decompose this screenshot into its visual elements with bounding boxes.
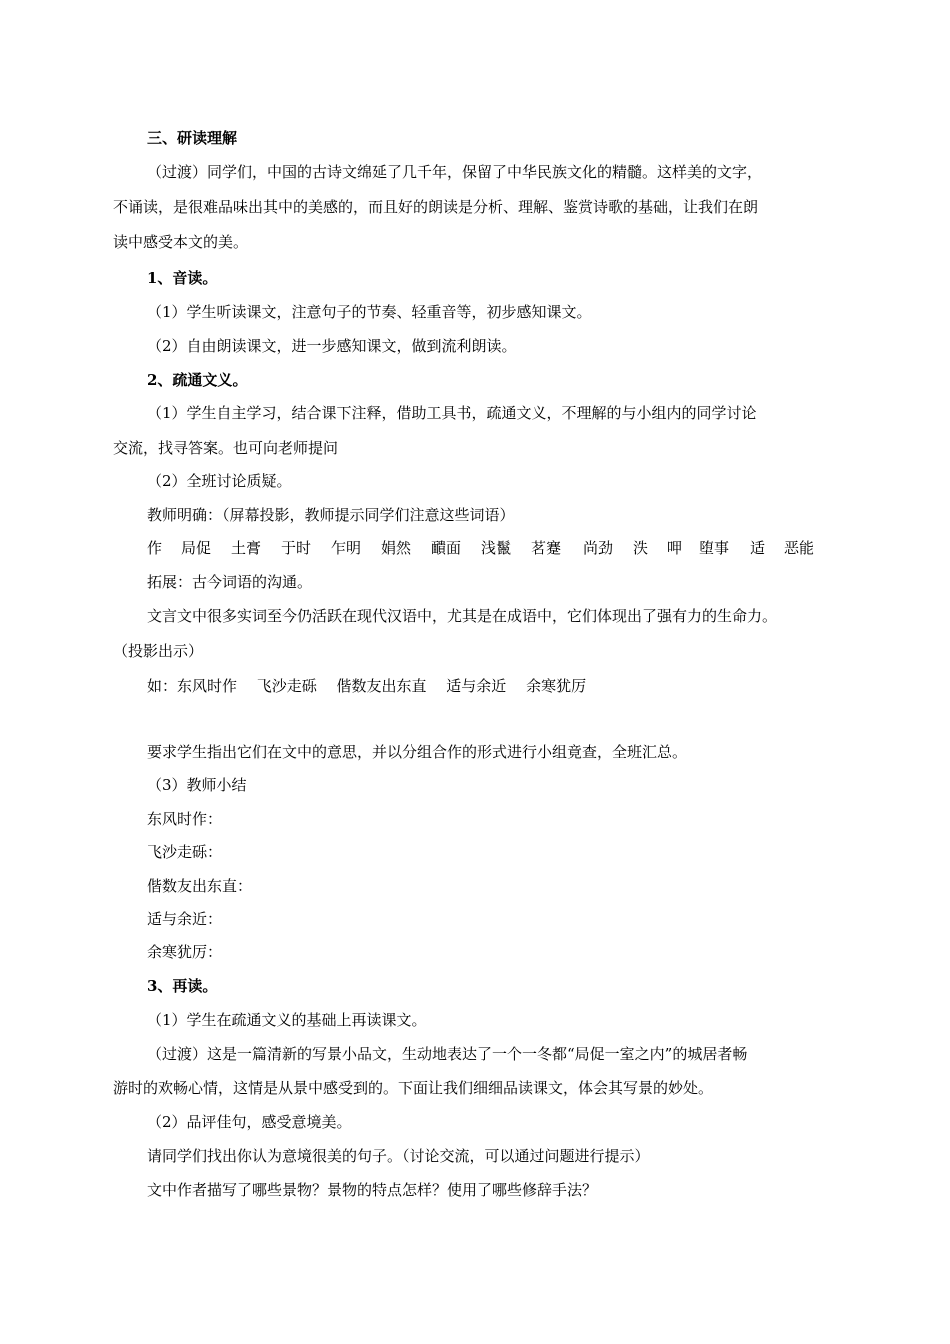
intro-line-2: 不诵读，是很难品味出其中的美感的，而且好的朗读是分析、理解、鉴赏诗歌的基础，让我们在朗 <box>113 198 759 216</box>
vocabulary-terms <box>147 538 847 558</box>
term: 作 <box>147 539 163 557</box>
step-3-2: （2）品评佳句，感受意境美。 <box>147 1113 352 1131</box>
term: 土膏 <box>231 539 262 557</box>
term: 靧面 <box>431 539 462 557</box>
term: 浅鬣 <box>481 539 512 557</box>
term: 乍明 <box>331 539 362 557</box>
step-3-1: （1）学生在疏通文义的基础上再读课文。 <box>147 1011 427 1029</box>
term: 泆 <box>633 539 649 557</box>
step-2-2: （2）全班讨论质疑。 <box>147 472 292 490</box>
term: 于时 <box>281 539 312 557</box>
summary-item: 余寒犹厉： <box>147 943 223 961</box>
intro-line-1: （过渡）同学们，中国的古诗文绵延了几千年，保留了中华民族文化的精髓。这样美的文字， <box>147 163 763 181</box>
section-title: 三、研读理解 <box>147 129 238 147</box>
summary-item: 偕数友出东直： <box>147 877 253 895</box>
step-2-1-line-2: 交流，找寻答案。也可向老师提问 <box>113 439 339 457</box>
transition-line-1: （过渡）这是一篇清新的写景小品文，生动地表达了一个一冬都“局促一室之内”的城居者畅 <box>147 1045 748 1063</box>
question-note: 文中作者描写了哪些景物？景物的特点怎样？使用了哪些修辞手法？ <box>147 1181 598 1199</box>
summary-item: 飞沙走砾： <box>147 843 223 861</box>
heading-reread: 3、再读。 <box>147 977 218 995</box>
expand-note: 拓展：古今词语的沟通。 <box>147 573 313 591</box>
step-1-2: （2）自由朗读课文，进一步感知课文，做到流利朗读。 <box>147 337 517 355</box>
term: 娟然 <box>381 539 412 557</box>
classic-line-1: 文言文中很多实词至今仍活跃在现代汉语中，尤其是在成语中，它们体现出了强有力的生命力。 <box>147 607 778 625</box>
term: 尚劲 <box>583 539 614 557</box>
classic-line-2: （投影出示） <box>113 642 204 660</box>
term: 堕事 <box>699 539 730 557</box>
term: 适 <box>750 539 766 557</box>
transition-line-2: 游时的欢畅心情，这情是从景中感受到的。下面让我们细细品读课文，体会其写景的妙处。 <box>113 1079 714 1097</box>
idiom-examples: 如：东风时作 飞沙走砾 偕数友出东直 适与余近 余寒犹厉 <box>147 677 587 695</box>
requirement-note: 要求学生指出它们在文中的意思，并以分组合作的形式进行小组竟查，全班汇总。 <box>147 743 688 761</box>
step-2-3: （3）教师小结 <box>147 776 247 794</box>
teacher-note: 教师明确：（屏幕投影，教师提示同学们注意这些词语） <box>147 506 515 524</box>
term: 呷 <box>667 539 683 557</box>
heading-read-aloud: 1、音读。 <box>147 269 218 287</box>
term: 恶能 <box>784 539 815 557</box>
term: 茗蹇 <box>531 539 562 557</box>
heading-understand: 2、疏通文义。 <box>147 371 248 389</box>
ask-note: 请同学们找出你认为意境很美的句子。（讨论交流，可以通过问题进行提示） <box>147 1147 650 1165</box>
term: 局促 <box>181 539 212 557</box>
summary-item: 适与余近： <box>147 910 223 928</box>
step-1-1: （1）学生听读课文，注意句子的节奏、轻重音等，初步感知课文。 <box>147 303 592 321</box>
summary-item: 东风时作： <box>147 810 223 828</box>
intro-line-3: 读中感受本文的美。 <box>113 233 249 251</box>
step-2-1-line-1: （1）学生自主学习，结合课下注释，借助工具书，疏通文义，不理解的与小组内的同学讨论 <box>147 404 757 422</box>
